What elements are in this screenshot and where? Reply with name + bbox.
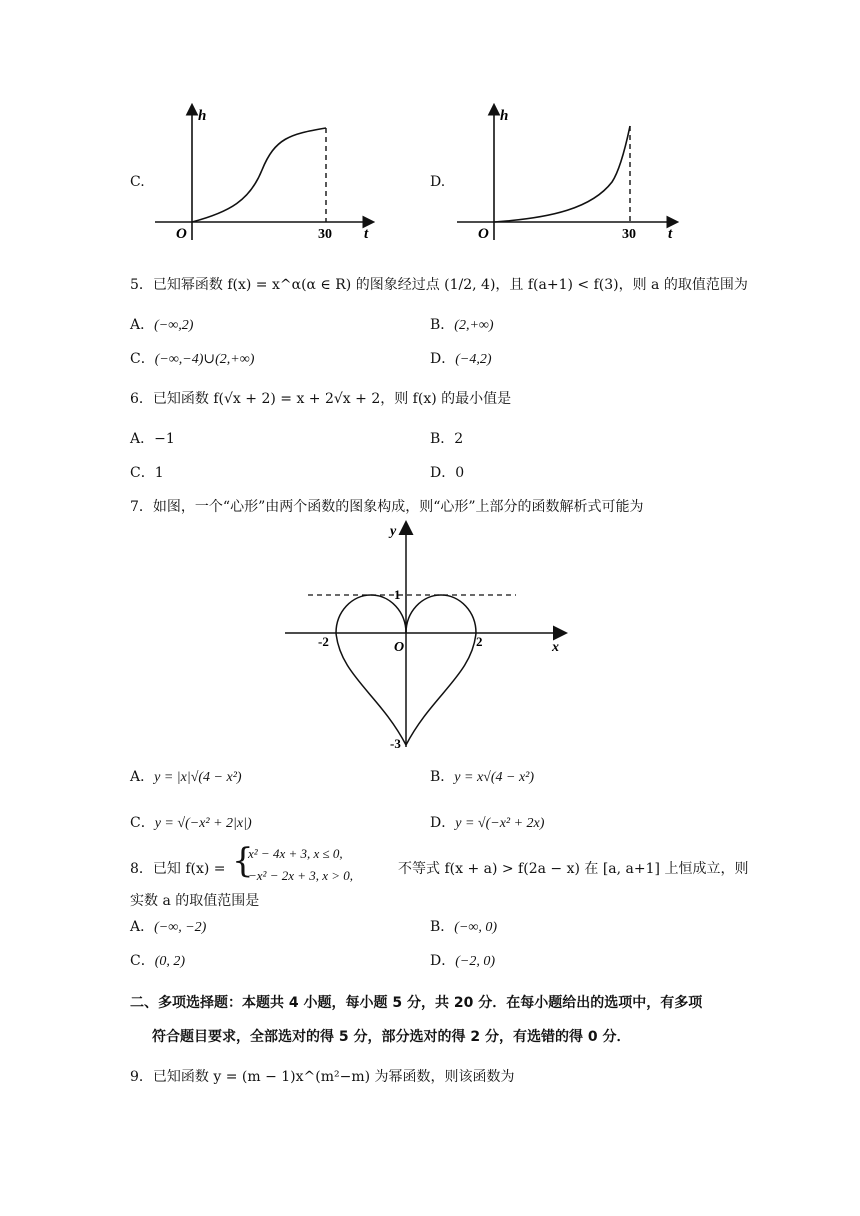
q8-option-c: C．(0, 2) [130,953,186,969]
q8-stem-line2: 实数 a 的取值范围是 [130,893,260,909]
q6-option-b: B．2 [430,431,464,447]
graph-d-x-tick: 30 [622,227,636,242]
graph-d-curve [494,126,630,222]
q5-option-b: B．(2,+∞) [430,317,494,333]
q4-option-d-label: D. [430,174,446,190]
q5-option-c: C．(−∞,−4)∪(2,+∞) [130,351,255,367]
graph-d-x-label: t [668,226,673,242]
q5-option-d: D．(−4,2) [430,351,492,367]
heart-upper-right [406,595,476,633]
q6-option-d: D．0 [430,465,465,481]
graph-c-origin: O [176,226,187,242]
q8-option-a: A．(−∞, −2) [130,919,207,935]
q8-case-2: −x² − 2x + 3, x > 0, [248,868,354,883]
q8-option-d: D．(−2, 0) [430,953,496,969]
q4-option-c-label: C. [130,174,145,190]
q8-stem-prefix: 8．已知 f(x) = [130,861,226,877]
q7-heart-figure [280,515,575,755]
q8-stem-suffix: 不等式 f(x + a) > f(2a − x) 在 [a, a+1] 上恒成立，则 [398,861,749,877]
q5-option-a: A．(−∞,2) [130,317,194,333]
q7-option-b: B．y = x√(4 − x²) [430,769,535,785]
q7-option-a: A．y = |x|√(4 − x²) [130,769,242,785]
heart-tick-neg2: -2 [318,634,329,649]
heart-tick-neg3: -3 [390,736,401,751]
heart-tick-1: 1 [394,587,401,602]
graph-c-curve [192,128,326,222]
graph-c-x-tick: 30 [318,227,332,242]
graph-d-origin: O [478,226,489,242]
q6-option-c: C．1 [130,465,164,481]
q7-option-d: D．y = √(−x² + 2x) [430,815,545,831]
heart-origin: O [394,640,405,655]
q6-stem: 6．已知函数 f(√x + 2) = x + 2√x + 2，则 f(x) 的最小值是 [130,391,512,407]
graph-c-x-label: t [364,226,369,242]
graph-c-y-label: h [198,108,207,124]
q4-graph-c [150,100,380,245]
q8-case-1: x² − 4x + 3, x ≤ 0, [248,846,343,861]
q8-brace: { [232,841,254,881]
heart-y-label: y [390,524,397,539]
q8-option-b: B．(−∞, 0) [430,919,498,935]
q4-graph-d [452,100,684,245]
q6-option-a: A．−1 [130,431,175,447]
q5-stem: 5．已知幂函数 f(x) = x^α(α ∈ R) 的图象经过点 (1/2, 4)，且 f(a+1) < f(3)，则 a 的取值范围为 [130,277,748,293]
q9-stem: 9．已知函数 y = (m − 1)x^(m²−m) 为幂函数，则该函数为 [130,1069,515,1085]
section2-heading-line2: 符合题目要求，全部选对的得 5 分，部分选对的得 2 分，有选错的得 0 分． [152,1029,631,1045]
heart-x-label: x [552,640,559,655]
q7-option-c: C．y = √(−x² + 2|x|) [130,815,252,831]
q7-stem: 7．如图，一个“心形”由两个函数的图象构成，则“心形”上部分的函数解析式可能为 [130,499,644,515]
heart-tick-2: 2 [476,634,483,649]
graph-d-y-label: h [500,108,509,124]
section2-heading-line1: 二、多项选择题：本题共 4 小题，每小题 5 分，共 20 分．在每小题给出的选项中，有多项 [130,995,703,1011]
heart-lower-right [406,633,476,745]
